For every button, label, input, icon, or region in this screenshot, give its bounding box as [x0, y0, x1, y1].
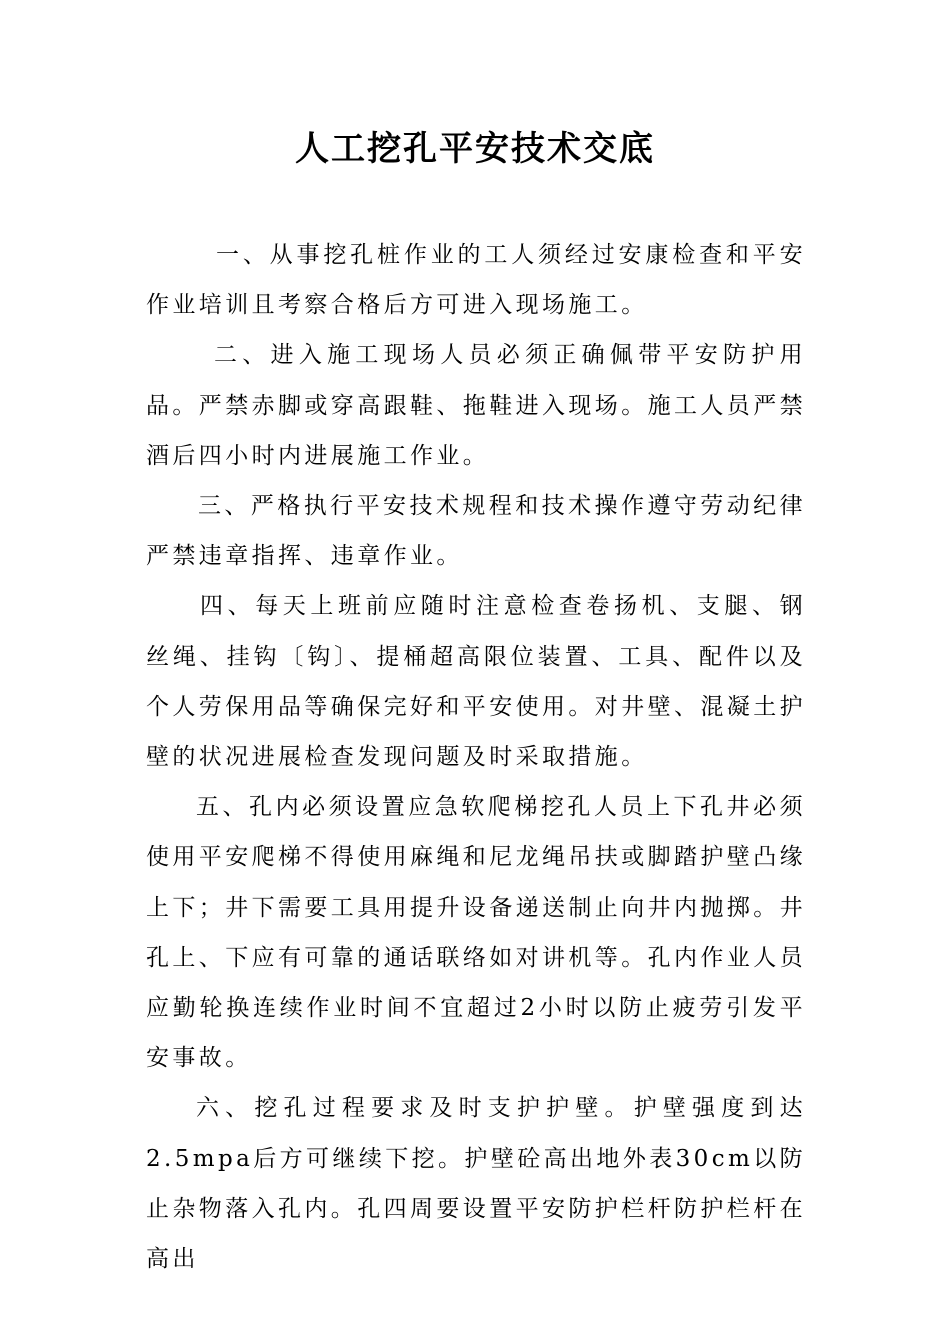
paragraph-1: 一、从事挖孔桩作业的工人须经过安康检查和平安作业培训且考察合格后方可进入现场施工。 [146, 242, 806, 319]
paragraph-4: 四、每天上班前应随时注意检查卷扬机、支腿、钢丝绳、挂钩〔钩〕、提桶超高限位装置、工具、配件以及个人劳保用品等确保完好和平安使用。对井壁、混凝土护壁的状况进展检查发现问题及时采取措施。 [146, 593, 806, 771]
document-body [146, 230, 806, 1284]
document-title: 人工挖孔平安技术交底 [295, 129, 655, 169]
paragraph-6: 六、挖孔过程要求及时支护护壁。护壁强度到达2.5mpa后方可继续下挖。护壁砼高出地外表30cm以防止杂物落入孔内。孔四周要设置平安防护栏杆防护栏杆在高出 [146, 1095, 806, 1273]
paragraph-5: 五、孔内必须设置应急软爬梯挖孔人员上下孔井必须使用平安爬梯不得使用麻绳和尼龙绳吊扶或脚踏护壁凸缘上下；井下需要工具用提升设备递送制止向井内抛掷。井孔上、下应有可靠的通话联络如对讲机等。孔内作业人员应勤轮换连续作业时间不宜超过2小时以防止疲劳引发平安事故。 [146, 794, 806, 1072]
paragraph-2: 二、进入施工现场人员必须正确佩带平安防护用品。严禁赤脚或穿高跟鞋、拖鞋进入现场。施工人员严禁酒后四小时内进展施工作业。 [146, 342, 806, 469]
paragraph-3: 三、严格执行平安技术规程和技术操作遵守劳动纪律严禁违章指挥、违章作业。 [146, 493, 806, 570]
